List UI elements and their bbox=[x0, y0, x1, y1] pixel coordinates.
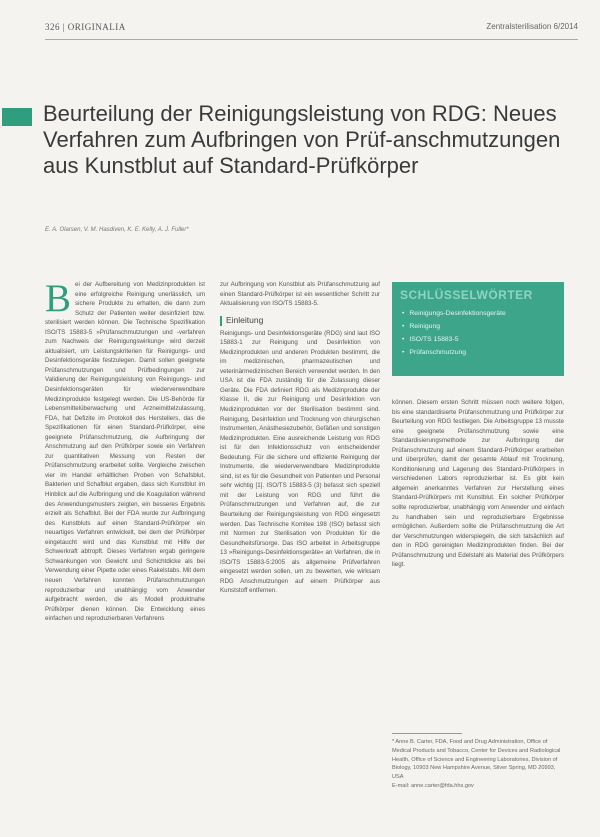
header-divider bbox=[45, 39, 578, 40]
drop-cap: B bbox=[45, 277, 72, 320]
intro-paragraph: ei der Aufbereitung von Medizinprodukten ist eine erfolgreiche Reinigung unerlässlich, um sichere Produkte zu erhalten, die dann zum Schutz der Patienten weiter desinfiziert bzw. sterilisiert werden können. Die Technische Spezifikation ISO/TS 15883-5 »Prüfanschmutzungen und -verfahren zum Nachweis der Reinigungswirkung« wird derzeit aktualisiert, um Leistungskriterien für Reinigungs- und Desinfektionsgeräte festzulegen. Damit sollen geeignete Prüfanschmutzungen und Prüfbedingungen zur Validierung der Reinigungsleistung von Reinigungs- und Desinfektionsgeräten für wiederverwendbare Medizinprodukte festgelegt werden. Die US-Behörde für Lebensmittelüberwachung und Arzneimittelzulassung, FDA, hat Defizite im Protokoll des Herstellers, das die Spezifikationen für einen Standard-Prüfkörper, eine geeignete Prüfanschmutzung, die Aufbringung der Anschmutzung auf den Prüfkörper sowie ein Verfahren zur quantitativen Messung von Resten der Prüfanschmutzung erarbeitet sollte. Vergleiche zwischen vier im Handel erhältlichen Proben von Schafsblut, Bakterien und Schafblut ergaben, dass sich Kunstblut im Hinblick auf die Aufbringung und die Koagulation während des Anwendungsmusters zeigten, ein besseres Ergebnis erzielt als Schafblut. Bei der FDA wurde zur Aufbringung des Kunstbluts auf einen Standard-Prüfkörper ein neuartiges Verfahren entwickelt, bei dem der Prüfkörper eingetaucht wird und das Kunstblut mit Hilfe der Schwerkraft abtropft. Dieses Verfahren ergab geringere Schwankungen von Gewicht und Schichtdicke als bei Verwendung einer Pipette oder eines Rakelstabs. Mit dem neuen Verfahren konnten Prüfanschmutzungen reproduzierbar und unabhängig vom Anwender aufgebracht werden, die als Modell produktnahe Prüfkörper dienen können. Die Entwicklung eines einfachen und reproduzierbaren Verfahrens bbox=[45, 281, 205, 623]
running-header-right: Zentralsterilisation 6/2014 bbox=[486, 22, 578, 31]
section-heading-text: Einleitung bbox=[226, 314, 264, 325]
footnote bbox=[392, 738, 564, 791]
footnote-divider bbox=[392, 733, 462, 734]
section-accent-bar bbox=[220, 316, 222, 326]
body-paragraph: Reinigungs- und Desinfektionsgeräte (RDG) sind laut ISO 15883-1 zur Reinigung und Desinfektion von Medizinprodukten und anderen Produkten bestimmt, die im medizinischen, pharmazeutischen und veterinärmedizinischen Bereich verwendet werden. In den USA ist die FDA zuständig für die Zulassung dieser Geräte. Die FDA definiert RDG als Medizinprodukte der Klasse II, die zur Reinigung und Desinfektion von Medizinprodukten vor der Sterilisation bestimmt sind. Reinigung, Desinfektion und Trocknung von chirurgischen Instrumenten, Anästhesiezubehör, Gefäßen und sonstigen Medizinprodukten. Eine ausreichende Leistung von RDG ist für den Infektionsschutz von entscheidender Bedeutung. Für die sichere und effiziente Reinigung der Instrumente, die wiederverwendbare Medizinprodukte sind, ist es für die Gesundheit von Patienten und Personal sehr wichtig [1]. ISO/TS 15883-5 (3) befasst sich speziell mit der Leistung von RDG und führt die Prüfanschmutzungen und Verfahren auf, die zur Beurteilung der Reinigungsleistung von RDG eingesetzt werden. Das Technische Komitee 198 (ISO) befasst sich mit Normen zur Sterilisation von Produkten für die Gesundheitsfürsorge. Das ISO arbeitet in Arbeitsgruppe 13 »Reinigungs-Desinfektionsgeräte« an Verfahren, die in ISO/TS 15883-5:2005 als allgemeine Prüfverfahren eingesetzt werden sollen, um zu bewerten, wie wirksam RDG Anschmutzungen auf einem Prüfkörper aus Kunststoff entfernen. bbox=[220, 329, 380, 595]
section-heading bbox=[220, 316, 380, 326]
keyword-item: • Prüfanschmutzung bbox=[402, 346, 506, 359]
title-accent-bar bbox=[2, 108, 32, 126]
keywords-title: SCHLÜSSELWÖRTER bbox=[400, 288, 533, 302]
running-header-left: 326 | ORIGINALIA bbox=[45, 22, 126, 32]
text-column-3 bbox=[392, 398, 564, 574]
keyword-item: • Reinigungs-Desinfektionsgeräte bbox=[402, 307, 506, 320]
article-authors: E. A. Olarsen, V. M. Hasdiven, K. E. Kelly, A. J. Fuller* bbox=[45, 227, 189, 233]
text-column-2 bbox=[220, 280, 380, 600]
keywords-box bbox=[392, 282, 564, 376]
intro-paragraph-continued: zur Aufbringung von Kunstblut als Prüfanschmutzung auf einen Standard-Prüfkörper ist ein wesentlicher Schritt zur Aktualisierung von ISO/TS 15883-5. bbox=[220, 281, 380, 308]
keyword-item: • Reinigung bbox=[402, 320, 506, 333]
footnote-email: E-mail: anne.carter@fda.hhs.gov bbox=[392, 782, 474, 789]
body-paragraph: können. Diesem ersten Schritt müssen noch weitere folgen, bis eine standardisierte Prüfanschmutzung und Prüfkörper zur Beurteilung von RDG festliegen. Die Arbeitsgruppe 13 musste eine geeignete Prüfanschmutzung sowie eine Standardisierungsmethode zur Aufbringung der Prüfanschmutzung auf einem Standard-Prüfkörper erarbeiten und überprüfen, damit der gesamte Ablauf mit Trocknung, Konditionierung und Lagerung des Standard-Prüfkörpers in verschiedenen Labors reproduzierbar ist. Es gibt kein allgemein anerkanntes Verfahren zur Herstellung eines Standard-Prüfkörpers mit Kunstblut. Ein solcher Prüfkörper sollte reproduzierbar, unabhängig vom Anwender und einfach zu handhaben sein und reproduzierbare Ergebnisse ermöglichen. Außerdem sollte die Prüfanschmutzung die Art der Verschmutzungen widerspiegeln, die sich tatsächlich auf den in RDG gereinigten Medizinprodukten finden. Bei der Prüfanschmutzung und Edelstahl als Material des Prüfkörpers liegt. bbox=[392, 399, 564, 569]
text-column-1 bbox=[45, 277, 205, 628]
keywords-list bbox=[402, 307, 506, 359]
footnote-affiliation: * Anne B. Carter, FDA, Food and Drug Administration, Office of Medical Products and Tobacco, Center for Devices and Radiological Health, Office of Science and Engineering Laboratories, Division of Biology, 10903 New Hampshire Avenue, Silver Spring, MD 20993, USA bbox=[392, 739, 561, 781]
article-title: Beurteilung der Reinigungsleistung von RDG: Neues Verfahren zum Aufbringen von Prüf-anschmutzungen aus Kunstblut auf Standard-Prüfkörper bbox=[43, 101, 561, 178]
keyword-item: • ISO/TS 15883-5 bbox=[402, 333, 506, 346]
